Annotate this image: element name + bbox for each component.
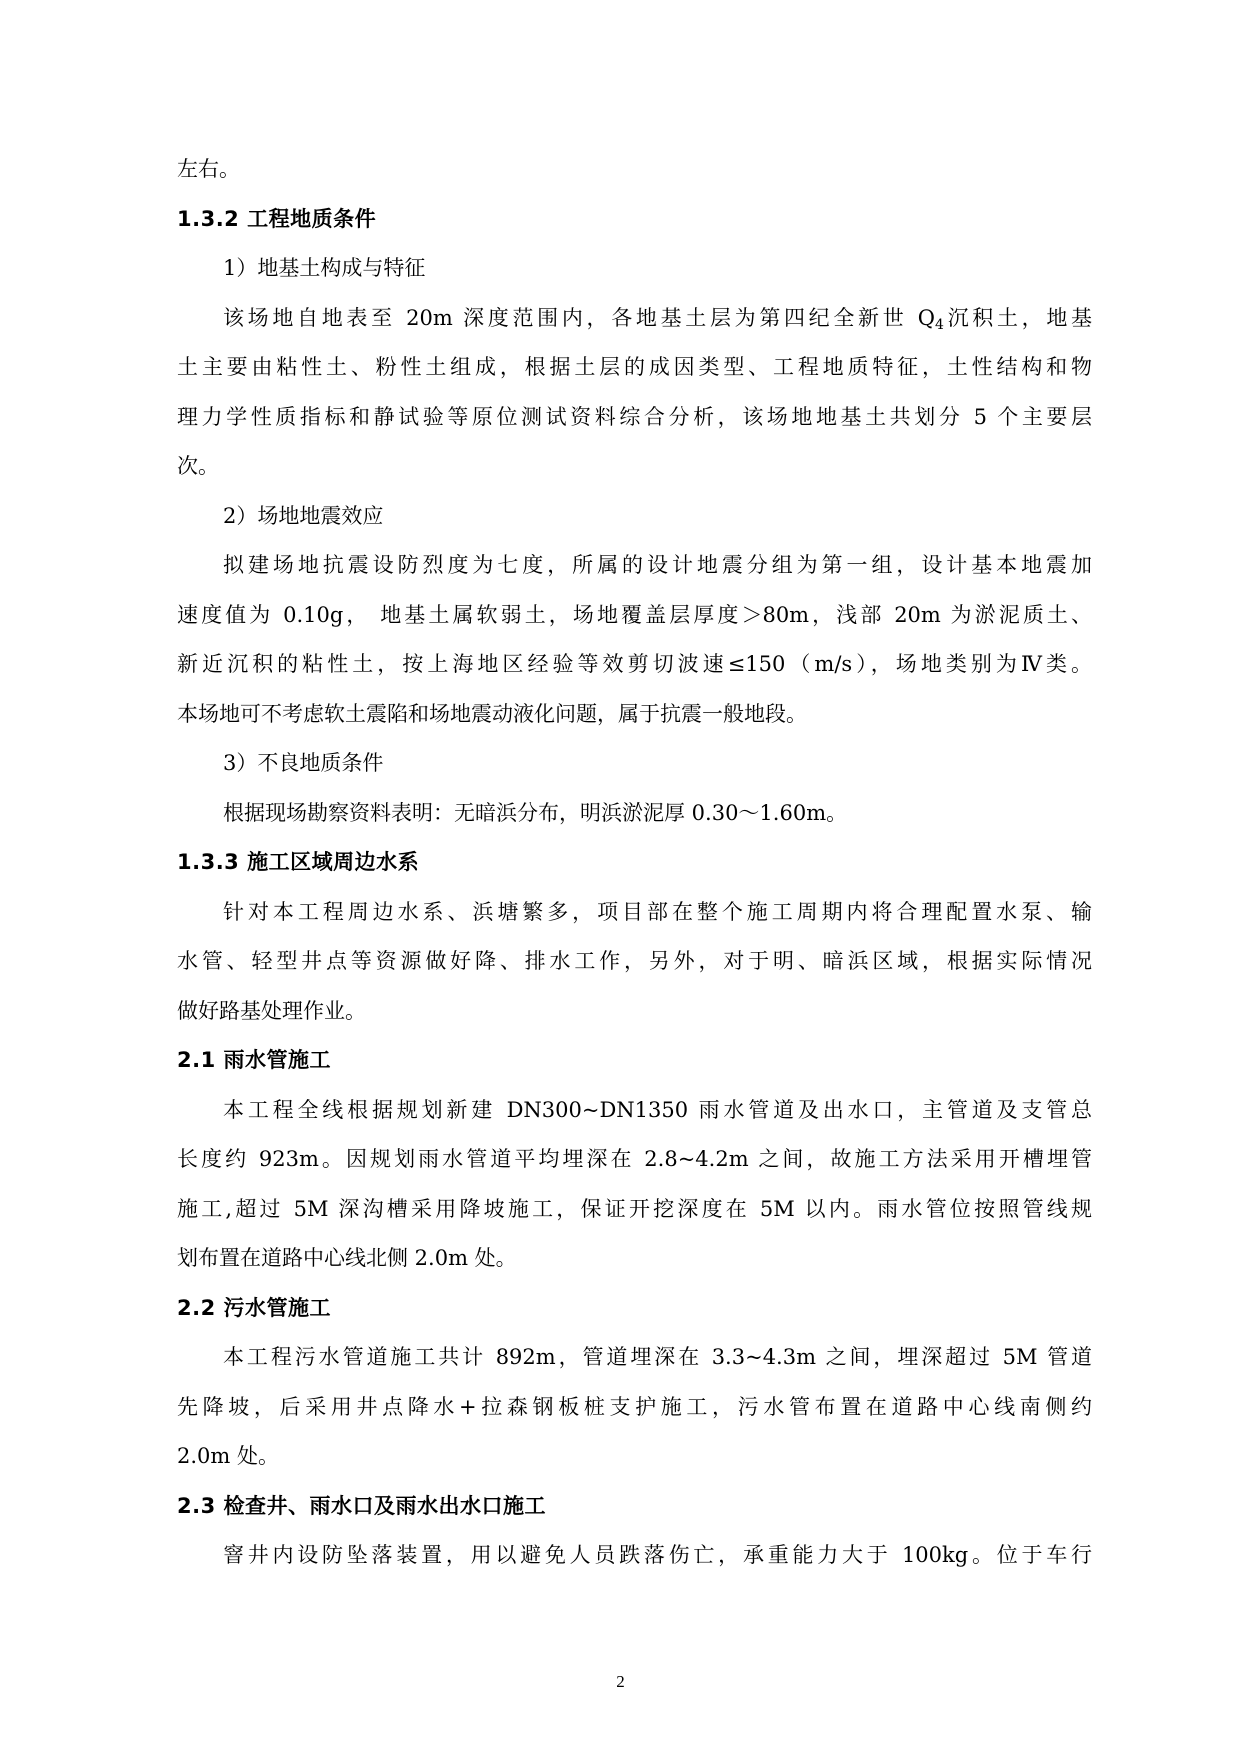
paragraph-line: 针对本工程周边水系、浜塘繁多，项目部在整个施工周期内将合理配置水泵、输 [223, 899, 1092, 924]
paragraph-line: 该场地自地表至 20m 深度范围内，各地基土层为第四纪全新世 $Q_4$沉积土，地基 [223, 305, 1092, 333]
paragraph-line: 速度值为 0.10g， 地基土属软弱土，场地覆盖层厚度＞80m，浅部 20m 为淤泥质土、 [177, 602, 1092, 627]
section-heading-2-3: 2.3 检查井、雨水口及雨水出水口施工 [177, 1493, 547, 1518]
paragraph-line: 根据现场勘察资料表明：无暗浜分布，明浜淤泥厚 0.30～1.60m。 [223, 800, 848, 825]
section-heading-1-3-2: 1.3.2 工程地质条件 [177, 206, 377, 231]
section-heading-1-3-3: 1.3.3 施工区域周边水系 [177, 850, 420, 874]
paragraph-line: 拟建场地抗震设防烈度为七度，所属的设计地震分组为第一组，设计基本地震加 [223, 553, 1092, 577]
paragraph-line: 新近沉积的粘性土，按上海地区经验等效剪切波速≤150（m/s），场地类别为Ⅳ类。 [177, 652, 1092, 676]
section-heading-2-2: 2.2 污水管施工 [177, 1295, 332, 1320]
page-body [177, 145, 1092, 1581]
paragraph-line: 本工程污水管道施工共计 892m，管道埋深在 3.3~4.3m 之间，埋深超过 5M 管道 [223, 1345, 1092, 1369]
paragraph-line: 次。 [177, 454, 219, 478]
paragraph-line: 理力学性质指标和静试验等原位测试资料综合分析，该场地地基土共划分 5 个主要层 [177, 404, 1092, 429]
paragraph-line: 土主要由粘性土、粉性土组成，根据土层的成因类型、工程地质特征，土性结构和物 [177, 355, 1092, 379]
paragraph-line: 2.0m 处。 [177, 1444, 279, 1468]
paragraph-line: 划布置在道路中心线北侧 2.0m 处。 [177, 1246, 517, 1270]
subsection-label: 1）地基土构成与特征 [223, 256, 426, 280]
section-heading-2-1: 2.1 雨水管施工 [177, 1048, 332, 1072]
paragraph-line: 本场地可不考虑软土震陷和场地震动液化问题，属于抗震一般地段。 [177, 701, 807, 726]
paragraph-line: 做好路基处理作业。 [177, 998, 366, 1023]
paragraph-line: 本工程全线根据规划新建 DN300~DN1350 雨水管道及出水口，主管道及支管总 [223, 1097, 1092, 1122]
paragraph-line: 长度约 923m。因规划雨水管道平均埋深在 2.8~4.2m 之间，故施工方法采用开槽埋管 [177, 1147, 1092, 1171]
paragraph-line: 施工,超过 5M 深沟槽采用降坡施工，保证开挖深度在 5M 以内。雨水管位按照管线规 [177, 1196, 1092, 1221]
subsection-label: 3）不良地质条件 [223, 751, 384, 775]
subscript: 4 [934, 316, 944, 333]
subsection-label: 2）场地地震效应 [223, 503, 384, 528]
paragraph-line: 先降坡，后采用井点降水+拉森钢板桩支护施工，污水管布置在道路中心线南侧约 [177, 1394, 1092, 1419]
page-number: 2 [616, 1672, 625, 1691]
paragraph-line: 窨井内设防坠落装置，用以避免人员跌落伤亡，承重能力大于 100kg。位于车行 [223, 1543, 1092, 1567]
paragraph-line: 左右。 [177, 157, 240, 181]
paragraph-line: 水管、轻型井点等资源做好降、排水工作，另外，对于明、暗浜区域，根据实际情况 [177, 949, 1092, 973]
